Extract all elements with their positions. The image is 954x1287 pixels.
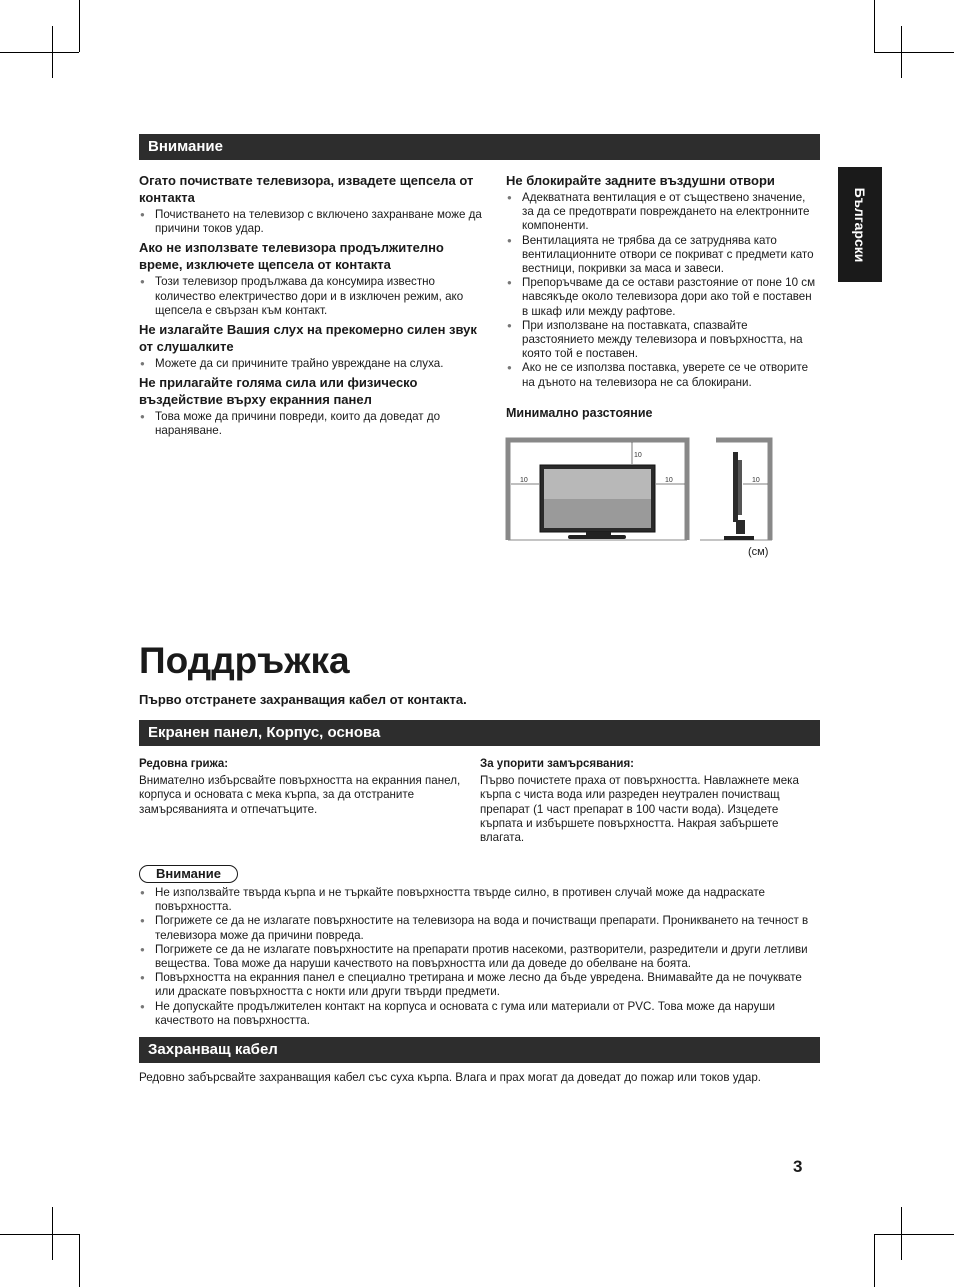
- bullet-item: ● Вентилацията не трябва да се затруднява като вентилационните отвори се покриват с предмети като вестници, покривки за маса и завеси.: [506, 234, 820, 277]
- bullet-item: ● Адекватната вентилация е от съществено значение, за да се предотврати повреждането на електронните компоненти.: [506, 191, 820, 234]
- warning-item: Ако не използвате телевизора продължително време, изключете щепсела от контакта ● Този телевизор продължава да консумира известно количество електричество дори и в изключен режим, ако щепсела е свързан към контакт.: [139, 239, 484, 318]
- regular-care: Редовна грижа: Внимателно избърсвайте повърхността на екранния панел, корпуса и основата с мека кърпа, за да отстраните замърсяванията и отпечатъците.: [139, 758, 461, 816]
- bullet-item: ● Този телевизор продължава да консумира известно количество електричество дори и в изключен режим, ако щепсела е свързан към контакт.: [139, 275, 484, 318]
- unit-label: (см): [748, 546, 769, 558]
- dim-left-label: 10: [520, 477, 528, 484]
- dim-right-label: 10: [665, 477, 673, 484]
- warning-item: Огато почиствате телевизора, извадете щепсела от контакта ● Почистването на телевизор с включено захранване може да причини токов удар.: [139, 172, 484, 236]
- bullet-item: ● Това може да причини повреди, които да доведат до нараняване.: [139, 410, 484, 438]
- bullet-item: ● Можете да си причините трайно увреждане на слуха.: [139, 357, 484, 371]
- cable-text: Редовно забърсвайте захранващия кабел със суха кърпа. Влага и прах могат да доведат до пожар или токов удар.: [139, 1071, 762, 1084]
- language-tab: Български: [838, 167, 882, 282]
- bullet-item: ● Препоръчваме да се остави разстояние от поне 10 см навсякъде около телевизора дори ако той е поставен в шкаф или между рафтове.: [506, 276, 820, 319]
- front-view: [508, 440, 687, 540]
- bullet-item: ● Погрижете се да не излагате повърхностите на телевизора на вода и почистващи препарати. Проникването на течност в телевизора може да причини повреда.: [139, 914, 820, 942]
- diagram-label: Минимално разстояние: [506, 406, 653, 420]
- section-header-cable: Захранващ кабел: [139, 1037, 820, 1063]
- warning-left-column: [139, 172, 484, 442]
- section-header-warning: Внимание: [139, 134, 820, 160]
- page-subtitle: Първо отстранете захранващия кабел от контакта.: [139, 692, 467, 707]
- bullet-item: ● Повърхността на екранния панел е специално третирана и може лесно да бъде увредена. Внимавайте да не почуквате или драскате повърхността с нокти или други твърди предмети.: [139, 971, 820, 999]
- section-header-panel: Екранен панел, Корпус, основа: [139, 720, 820, 746]
- bullet-item: ● Не използвайте твърда кърпа и не търкайте повърхността твърде силно, в противен случай може да надраскате повърхността.: [139, 886, 820, 914]
- dim-top-label: 10: [634, 452, 642, 459]
- page-title: Поддръжка: [139, 640, 350, 681]
- bullet-item: ● Не допускайте продължителен контакт на корпуса и основата с гума или материали от PVC. Това може да наруши качеството на повърхността.: [139, 1000, 820, 1028]
- side-view: [700, 440, 772, 540]
- bullet-item: ● Погрижете се да не излагате повърхностите на препарати против насекоми, разтворители, разредители и други летливи вещества. Това може да наруши качеството на повърхността или да доведе до обелване на боята.: [139, 943, 820, 971]
- dim-side-label: 10: [752, 477, 760, 484]
- bullet-item: ● Ако не се използва поставка, уверете се че отворите на дъното на телевизора не са блокирани.: [506, 361, 820, 389]
- caution-list: [139, 886, 820, 1028]
- warning-item: Не излагайте Вашия слух на прекомерно силен звук от слушалките ● Можете да си причините трайно увреждане на слуха.: [139, 321, 484, 371]
- bullet-item: ● Почистването на телевизор с включено захранване може да причини токов удар.: [139, 208, 484, 236]
- page-number: 3: [793, 1157, 803, 1176]
- caution-badge: Внимание: [139, 865, 238, 883]
- bullet-item: ● При използване на поставката, спазвайте разстоянието между телевизора и повърхността, на която той е поставен.: [506, 319, 820, 362]
- stubborn-dirt: За упорити замърсявания: Първо почистете праха от повърхността. Навлажнете мека кърпа с чиста вода или разреден неутрален почистващ препарат (1 част препарат в 100 части вода). Изцедете кърпата и избършете повърхността. Накрая забършете влагата.: [480, 758, 799, 845]
- warning-item: Не прилагайте голяма сила или физическо въздействие върху екранния панел ● Това може да причини повреди, които да доведат до нараняване.: [139, 374, 484, 438]
- clearance-diagram: [500, 432, 790, 547]
- warning-right-column: Не блокирайте задните въздушни отвори ● Адекватната вентилация е от съществено значение, за да се предотврати повреждането на електронните компоненти. ● Вентилацията не трябва да се затруднява като вентилационните отвори се покриват с предмети като вестници, покривки за маса и завеси. ● Препоръчваме да се остави разстояние от поне 10 см навсякъде около телевизора дори ако той е поставен в шкаф или между рафтове. ● При използване на поставката, спазвайте разстоянието между телевизора и повърхността, на която той е поставен. ● Ако не се използва поставка, уверете се че отворите на дъното на телевизора не са блокирани.: [506, 172, 820, 390]
